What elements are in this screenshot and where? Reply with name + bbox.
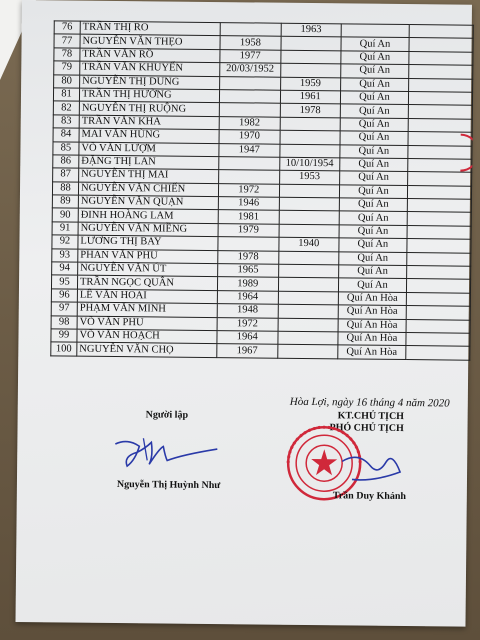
birth-male-cell: 1972 [217, 317, 278, 331]
preparer-title: Người lập [145, 409, 189, 421]
note-cell [406, 333, 470, 347]
row-number-cell: 78 [54, 48, 80, 62]
vice-chair-title: PHÓ CHỦ TỊCH [329, 422, 404, 435]
birth-female-cell: 1963 [281, 23, 341, 37]
birth-female-cell [281, 50, 341, 64]
recipient-table-body [51, 21, 473, 360]
address-cell: Quí An [340, 144, 409, 158]
person-name-cell: LÊ VĂN HOAI [77, 289, 217, 304]
birth-female-cell [279, 184, 339, 198]
person-name-cell: NGUYỄN VĂN QUẠN [78, 195, 218, 210]
person-name-cell: TRẦN VĂN KHUYẾN [80, 61, 220, 76]
preparer-name: Nguyễn Thị Huỳnh Như [116, 479, 221, 492]
address-cell: Quí An [340, 91, 409, 105]
row-number-cell: 91 [52, 222, 78, 236]
address-cell: Quí An [340, 64, 409, 78]
note-cell [407, 239, 471, 253]
person-name-cell: TRẦN THỊ HƯỜNG [79, 88, 219, 103]
address-cell: Quí An [339, 225, 408, 239]
birth-male-cell: 1979 [218, 223, 279, 237]
preparer-signature [87, 426, 228, 477]
person-name-cell: LƯƠNG THỊ BAY [78, 235, 218, 250]
signer-name: Trần Duy Khánh [332, 490, 407, 503]
kt-title: KT.CHỦ TỊCH [337, 410, 405, 423]
row-number-cell: 85 [53, 141, 79, 155]
note-cell [409, 78, 473, 92]
row-number-cell: 97 [51, 302, 77, 316]
document-sheet [15, 0, 471, 627]
person-name-cell: PHAN VĂN PHU [78, 249, 218, 264]
address-cell: Quí An [340, 104, 409, 118]
address-cell: Quí An [338, 278, 407, 292]
address-cell: Quí An [341, 51, 410, 65]
address-cell: Quí An Hòa [338, 292, 407, 306]
row-number-cell: 96 [51, 289, 77, 303]
birth-female-cell [278, 331, 338, 345]
note-cell [409, 51, 473, 65]
birth-male-cell [219, 103, 280, 117]
person-name-cell: NGUYỄN THỊ DUNG [80, 75, 220, 90]
person-name-cell: NGUYỄN THỊ RUỘNG [79, 101, 219, 116]
person-name-cell: NGUYỄN VĂN MIỀNG [78, 222, 218, 237]
row-number-cell: 92 [52, 235, 78, 249]
address-cell: Quí An [339, 158, 408, 172]
note-cell [408, 105, 472, 119]
birth-male-cell: 1972 [218, 183, 279, 197]
note-cell [407, 279, 471, 293]
address-cell: Quí An [339, 171, 408, 185]
birth-female-cell [281, 37, 341, 51]
person-name-cell: VÕ VĂN PHU [77, 316, 217, 331]
address-cell: Quí An [338, 265, 407, 279]
birth-male-cell: 1965 [217, 264, 278, 278]
birth-female-cell [279, 251, 339, 265]
address-cell: Quí An Hòa [338, 332, 407, 346]
row-number-cell: 93 [52, 248, 78, 262]
row-number-cell: 81 [53, 88, 79, 102]
person-name-cell: NGUYỄN VĂN ÚT [78, 262, 218, 277]
note-cell [407, 225, 471, 239]
row-number-cell: 99 [51, 329, 77, 343]
person-name-cell: PHẠM VĂN MINH [77, 302, 217, 317]
birth-female-cell: 1959 [281, 77, 341, 91]
person-name-cell: MAI VĂN HÙNG [79, 128, 219, 143]
note-cell [409, 65, 473, 79]
note-cell [408, 185, 472, 199]
birth-male-cell: 20/03/1952 [219, 63, 280, 77]
person-name-cell: ĐINH HOÀNG LAM [78, 209, 218, 224]
birth-female-cell [278, 345, 338, 359]
note-cell [408, 118, 472, 132]
birth-male-cell [218, 237, 279, 251]
birth-male-cell: 1958 [220, 36, 281, 50]
note-cell [407, 292, 471, 306]
note-cell [408, 199, 472, 213]
address-cell: Quí An [340, 118, 409, 132]
person-name-cell: TRẦN NGỌC QUÂN [77, 276, 217, 291]
birth-male-cell: 1981 [218, 210, 279, 224]
person-name-cell: NGUYỄN VĂN CHIẾN [78, 182, 218, 197]
person-name-cell: VÕ VĂN LƯỢM [79, 142, 219, 157]
note-cell [408, 172, 472, 186]
person-name-cell: TRẦN VĂN RỒ [80, 48, 220, 63]
birth-female-cell [280, 144, 340, 158]
address-cell: Quí An [339, 211, 408, 225]
birth-male-cell [218, 170, 279, 184]
row-number-cell: 83 [53, 115, 79, 129]
note-cell [407, 252, 471, 266]
row-number-cell: 89 [52, 195, 78, 209]
note-cell [409, 25, 473, 39]
row-number-cell: 98 [51, 315, 77, 329]
row-number-cell: 90 [52, 208, 78, 222]
birth-male-cell: 1970 [219, 130, 280, 144]
birth-female-cell [280, 130, 340, 144]
birth-female-cell [281, 63, 341, 77]
birth-male-cell: 1964 [217, 290, 278, 304]
note-cell [407, 266, 471, 280]
birth-female-cell [280, 117, 340, 131]
person-name-cell: NGUYỄN VĂN THẸO [80, 35, 220, 50]
row-number-cell: 80 [54, 74, 80, 88]
birth-male-cell: 1947 [218, 143, 279, 157]
birth-female-cell: 1953 [280, 171, 340, 185]
birth-male-cell: 1982 [219, 116, 280, 130]
birth-male-cell: 1964 [217, 331, 278, 345]
note-cell [407, 212, 471, 226]
row-number-cell: 95 [51, 275, 77, 289]
birth-male-cell: 1967 [216, 344, 277, 358]
address-cell: Quí An [339, 238, 408, 252]
note-cell [406, 306, 470, 320]
address-cell: Quí An Hòa [337, 345, 406, 359]
person-name-cell: ĐẶNG THỊ LAN [79, 155, 219, 170]
place-date: Hòa Lợi, ngày 16 tháng 4 năm 2020 [289, 395, 450, 410]
row-number-cell: 86 [53, 155, 79, 169]
note-cell [409, 92, 473, 106]
address-cell: Quí An Hòa [338, 305, 407, 319]
address-cell: Quí An [341, 37, 410, 51]
birth-female-cell [278, 278, 338, 292]
address-cell: Quí An [340, 131, 409, 145]
address-cell: Quí An [340, 77, 409, 91]
birth-male-cell [219, 90, 280, 104]
birth-male-cell [220, 23, 281, 37]
birth-female-cell [278, 291, 338, 305]
note-cell [409, 38, 473, 52]
address-cell: Quí An [339, 198, 408, 212]
address-cell: Quí An Hòa [338, 318, 407, 332]
row-number-cell: 84 [53, 128, 79, 142]
row-number-cell: 88 [52, 182, 78, 196]
person-name-cell: TRẦN VĂN KHA [79, 115, 219, 130]
row-number-cell: 76 [54, 21, 80, 35]
person-name-cell: TRẦN THỊ RO [80, 21, 220, 36]
row-number-cell: 77 [54, 34, 80, 48]
person-name-cell: NGUYỄN VĂN CHỌ [77, 342, 217, 357]
row-number-cell: 82 [53, 101, 79, 115]
birth-male-cell: 1977 [219, 49, 280, 63]
birth-female-cell [279, 211, 339, 225]
birth-female-cell [279, 197, 339, 211]
address-cell [341, 24, 410, 38]
row-number-cell: 79 [54, 61, 80, 75]
note-cell [406, 319, 470, 333]
address-cell: Quí An [339, 185, 408, 199]
recipient-table [50, 20, 473, 360]
edge-stamp [460, 133, 472, 173]
birth-male-cell: 1946 [218, 197, 279, 211]
person-name-cell: VÕ VĂN HOẠCH [77, 329, 217, 344]
birth-female-cell: 1978 [280, 104, 340, 118]
row-number-cell: 87 [53, 168, 79, 182]
birth-female-cell: 10/10/1954 [280, 157, 340, 171]
row-number-cell: 100 [51, 342, 77, 356]
address-cell: Quí An [338, 251, 407, 265]
note-cell [406, 346, 470, 360]
birth-male-cell: 1948 [217, 304, 278, 318]
birth-male-cell: 1978 [217, 250, 278, 264]
birth-female-cell: 1961 [280, 90, 340, 104]
birth-female-cell [278, 304, 338, 318]
birth-male-cell [218, 156, 279, 170]
person-name-cell: NGUYỄN THỊ MAI [79, 168, 219, 183]
birth-male-cell [219, 76, 280, 90]
row-number-cell: 94 [52, 262, 78, 276]
birth-female-cell [278, 318, 338, 332]
birth-female-cell [279, 264, 339, 278]
birth-male-cell: 1989 [217, 277, 278, 291]
birth-female-cell: 1940 [279, 237, 339, 251]
birth-female-cell [279, 224, 339, 238]
